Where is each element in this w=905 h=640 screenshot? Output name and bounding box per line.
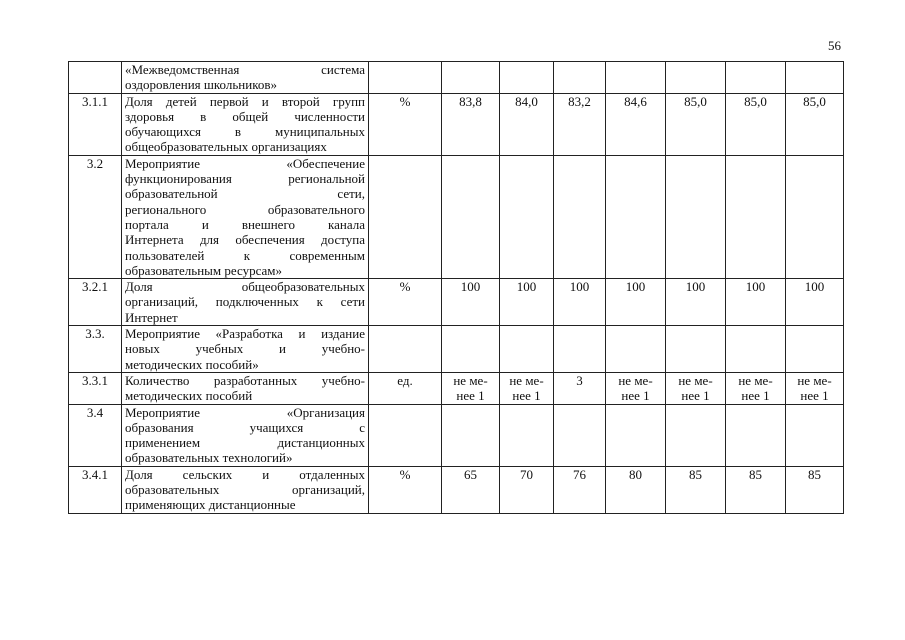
table-row — [69, 155, 844, 278]
description-line: обучающихся в муниципальных — [125, 124, 365, 140]
row-number: 3.3. — [69, 326, 122, 373]
description-line: Количество разработанных учебно- — [125, 372, 365, 388]
value-cell: не ме- нее 1 — [500, 372, 554, 404]
value-cell — [726, 62, 786, 94]
row-number: 3.4.1 — [69, 466, 122, 513]
value-cell — [554, 404, 606, 466]
value-cell — [554, 62, 606, 94]
value-cell — [726, 404, 786, 466]
value-cell — [726, 326, 786, 373]
value-cell: 100 — [442, 279, 500, 326]
row-number — [69, 62, 122, 94]
description-line: Доля детей первой и второй групп — [125, 93, 365, 109]
value-cell — [666, 326, 726, 373]
value-cell — [786, 155, 844, 278]
row-description — [122, 155, 369, 278]
value-cell: 65 — [442, 466, 500, 513]
row-number: 3.4 — [69, 404, 122, 466]
value-cell: 83,2 — [554, 93, 606, 155]
description-line: функционирования региональной — [125, 171, 365, 187]
value-cell: не ме- нее 1 — [606, 372, 666, 404]
value-cell — [606, 155, 666, 278]
description-line: оздоровления школьников» — [125, 77, 278, 93]
description-line: образовательных организаций, — [125, 482, 365, 498]
value-cell: 85,0 — [666, 93, 726, 155]
unit-cell: ед. — [369, 372, 442, 404]
value-cell: не ме- нее 1 — [442, 372, 500, 404]
row-description — [122, 326, 369, 373]
description-line: Мероприятие «Обеспечение — [125, 155, 365, 171]
row-description — [122, 279, 369, 326]
table-row — [69, 372, 844, 404]
indicators-table — [68, 61, 844, 514]
table-row — [69, 404, 844, 466]
description-line: организаций, подключенных к сети — [125, 294, 365, 310]
value-cell: 83,8 — [442, 93, 500, 155]
value-cell — [442, 62, 500, 94]
description-line: методических пособий» — [125, 356, 259, 372]
description-line: образовательным ресурсам» — [125, 262, 282, 278]
value-cell — [554, 326, 606, 373]
row-description — [122, 466, 369, 513]
value-cell: 100 — [500, 279, 554, 326]
description-line: Доля общеобразовательных — [125, 279, 365, 295]
value-cell — [500, 326, 554, 373]
value-cell: не ме- нее 1 — [666, 372, 726, 404]
value-cell — [786, 326, 844, 373]
value-cell: 85,0 — [786, 93, 844, 155]
description-line: Доля сельских и отдаленных — [125, 466, 365, 482]
value-cell: 80 — [606, 466, 666, 513]
value-cell — [442, 155, 500, 278]
row-description — [122, 62, 369, 94]
value-cell — [554, 155, 606, 278]
table-row — [69, 93, 844, 155]
value-cell — [606, 404, 666, 466]
value-cell: не ме- нее 1 — [726, 372, 786, 404]
value-cell — [500, 155, 554, 278]
value-cell: 3 — [554, 372, 606, 404]
value-cell: 85 — [786, 466, 844, 513]
description-line: образования учащихся с — [125, 419, 365, 435]
row-number: 3.1.1 — [69, 93, 122, 155]
value-cell: 100 — [554, 279, 606, 326]
value-cell — [786, 62, 844, 94]
description-line: портала и внешнего канала — [125, 216, 365, 232]
page-number: 56 — [828, 38, 841, 53]
description-line: «Межведомственная система — [125, 62, 365, 77]
unit-cell — [369, 326, 442, 373]
row-description — [122, 93, 369, 155]
value-cell: 85,0 — [726, 93, 786, 155]
unit-cell — [369, 155, 442, 278]
row-number: 3.3.1 — [69, 372, 122, 404]
description-line: пользователей к современным — [125, 247, 365, 263]
description-line: здоровья в общей численности — [125, 108, 365, 124]
value-cell: 85 — [726, 466, 786, 513]
value-cell: 84,0 — [500, 93, 554, 155]
value-cell — [500, 62, 554, 94]
unit-cell: % — [369, 93, 442, 155]
description-line: Интернета для обеспечения доступа — [125, 232, 365, 248]
description-line: регионального образовательного — [125, 201, 365, 217]
row-number: 3.2 — [69, 155, 122, 278]
value-cell — [666, 62, 726, 94]
description-line: применением дистанционных — [125, 435, 365, 451]
table-row — [69, 62, 844, 94]
value-cell — [786, 404, 844, 466]
description-line: применяющих дистанционные — [125, 497, 296, 513]
value-cell — [500, 404, 554, 466]
table-body — [69, 62, 844, 514]
description-line: новых учебных и учебно- — [125, 341, 365, 357]
value-cell: не ме- нее 1 — [786, 372, 844, 404]
value-cell: 100 — [666, 279, 726, 326]
value-cell: 100 — [786, 279, 844, 326]
description-line: Интернет — [125, 309, 178, 325]
value-cell — [666, 155, 726, 278]
unit-cell — [369, 62, 442, 94]
value-cell: 100 — [606, 279, 666, 326]
description-line: Мероприятие «Разработка и издание — [125, 326, 365, 342]
row-number: 3.2.1 — [69, 279, 122, 326]
value-cell — [666, 404, 726, 466]
description-line: общеобразовательных организациях — [125, 139, 327, 155]
value-cell — [442, 326, 500, 373]
table-row — [69, 326, 844, 373]
description-line: Мероприятие «Организация — [125, 404, 365, 420]
table-row — [69, 279, 844, 326]
value-cell: 84,6 — [606, 93, 666, 155]
value-cell: 85 — [666, 466, 726, 513]
unit-cell: % — [369, 466, 442, 513]
description-line: образовательной сети, — [125, 186, 365, 202]
description-line: методических пособий — [125, 388, 253, 404]
description-line: образовательных технологий» — [125, 450, 293, 466]
unit-cell: % — [369, 279, 442, 326]
table-row — [69, 466, 844, 513]
value-cell — [442, 404, 500, 466]
value-cell — [606, 326, 666, 373]
row-description — [122, 372, 369, 404]
value-cell: 76 — [554, 466, 606, 513]
row-description — [122, 404, 369, 466]
value-cell — [606, 62, 666, 94]
value-cell: 100 — [726, 279, 786, 326]
value-cell — [726, 155, 786, 278]
value-cell: 70 — [500, 466, 554, 513]
unit-cell — [369, 404, 442, 466]
